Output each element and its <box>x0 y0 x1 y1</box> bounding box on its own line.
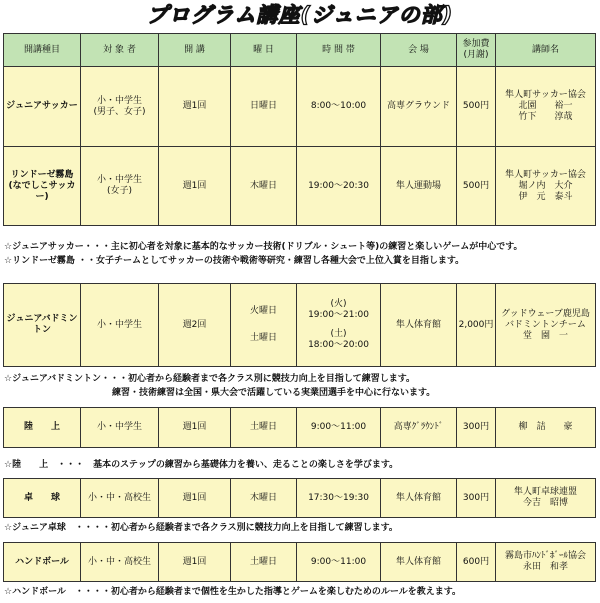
frequency-cell: 週1回 <box>159 479 231 518</box>
note-junior-badminton: ☆ジュニアバドミントン・・・初心者から経験者まで各クラス別に競技力向上を目指して練習します。 <box>4 374 416 384</box>
row-track <box>4 408 596 448</box>
time-cell: 8:00～10:00 <box>297 67 381 147</box>
header-time: 時 間 帯 <box>297 34 381 67</box>
target-cell: 小・中・高校生 <box>81 479 159 518</box>
instructor-cell <box>496 543 596 582</box>
time-line: 19:00～21:00 <box>308 310 369 320</box>
schedule-table-track <box>3 407 596 448</box>
frequency-cell: 週1回 <box>159 408 231 448</box>
target-cell: 小・中・高校生 <box>81 543 159 582</box>
day-cell: 木曜日 <box>231 147 297 226</box>
header-fee-monthly: (月謝) <box>463 50 489 60</box>
schedule-table-handball <box>3 542 596 582</box>
header-venue: 会 場 <box>381 34 457 67</box>
day-cell <box>231 284 297 367</box>
note-track: ☆陸 上 ・・・ 基本のステップの練習から基礎体力を養い、走ることの楽しさを学びます。 <box>4 460 399 470</box>
frequency-cell: 週1回 <box>159 147 231 226</box>
fee-cell: 300円 <box>457 479 496 518</box>
fee-cell: 500円 <box>457 67 496 147</box>
note-lindose-kirishima: ☆リンドーゼ霧島 ・・女子チームとしてサッカーの技術や戦術等研究・練習し各種大会で上位入賞を目指します。 <box>4 256 465 266</box>
instructor-line: グッドウェーブ鹿児島 <box>501 308 590 319</box>
frequency-cell: 週2回 <box>159 284 231 367</box>
schedule-table-main <box>3 33 596 226</box>
note-junior-soccer: ☆ジュニアサッカー・・・主に初心者を対象に基本的なサッカー技術(ドリブル・シュート等)の練習と楽しいゲームが中心です。 <box>4 242 523 252</box>
day-cell: 土曜日 <box>231 408 297 448</box>
time-line: 18:00～20:00 <box>308 340 369 350</box>
fee-cell: 600円 <box>457 543 496 582</box>
instructor-line: 隼人町卓球連盟 <box>513 487 577 497</box>
schedule-table-badminton <box>3 283 596 367</box>
instructor-line: 隼人町サッカー協会 <box>505 169 586 180</box>
instructor-cell: 柳 詰 豪 <box>496 408 596 448</box>
instructor-line: バドミントンチーム <box>505 319 586 330</box>
frequency-cell: 週1回 <box>159 543 231 582</box>
header-instructor: 講師名 <box>496 34 596 67</box>
instructor-line: 隼人町サッカー協会 <box>505 90 586 100</box>
time-cell: 9:00～11:00 <box>297 408 381 448</box>
instructor-line: 堂 園 一 <box>522 330 568 341</box>
target-cell <box>81 147 159 226</box>
row-table-tennis <box>4 479 596 518</box>
instructor-line: 堀ノ内 大介 <box>518 180 573 191</box>
instructor-line: 永田 和孝 <box>522 562 568 572</box>
note-handball: ☆ハンドボール ・・・・初心者から経験者まで個性を生かした指導とゲームを楽しむためのルールを教えます。 <box>4 587 461 597</box>
row-junior-soccer <box>4 67 596 147</box>
venue-cell: 隼人運動場 <box>381 147 457 226</box>
time-cell: 9:00～11:00 <box>297 543 381 582</box>
day-cell: 土曜日 <box>231 543 297 582</box>
subject-cell: ジュニアバドミントン <box>4 284 81 367</box>
target-line: (男子、女子) <box>93 106 146 117</box>
subject-cell: ジュニアサッカー <box>4 67 81 147</box>
fee-cell: 300円 <box>457 408 496 448</box>
note-table-tennis: ☆ジュニア卓球 ・・・・初心者から経験者まで各クラス別に競技力向上を目指して練習します。 <box>4 523 398 533</box>
instructor-line: 今吉 昭博 <box>522 498 568 508</box>
time-line: (火) <box>330 299 347 309</box>
instructor-cell <box>496 67 596 147</box>
time-cell: 17:30～19:30 <box>297 479 381 518</box>
venue-cell: 隼人体育館 <box>381 284 457 367</box>
time-cell: 19:00～20:30 <box>297 147 381 226</box>
row-junior-badminton <box>4 284 596 367</box>
header-fee-label: 参加費 <box>462 39 490 49</box>
day-line: 火曜日 <box>249 306 277 316</box>
target-cell: 小・中学生 <box>81 408 159 448</box>
venue-cell: 高専グラウンド <box>381 67 457 147</box>
note-junior-badminton-detail: 練習・技術練習は全国・県大会で活躍している実業団選手を中心に行ないます。 <box>112 388 436 398</box>
subject-cell <box>4 147 81 226</box>
day-cell: 日曜日 <box>231 67 297 147</box>
instructor-line: 北園 裕一 <box>518 101 573 111</box>
subject-cell: 卓 球 <box>4 479 81 518</box>
target-line: 小・中学生 <box>96 175 142 185</box>
instructor-cell <box>496 479 596 518</box>
row-handball <box>4 543 596 582</box>
frequency-cell: 週1回 <box>159 67 231 147</box>
instructor-cell <box>496 147 596 226</box>
target-cell <box>81 67 159 147</box>
subject-line: リンドーゼ霧島 <box>10 169 74 180</box>
header-frequency: 開 講 <box>159 34 231 67</box>
day-cell: 木曜日 <box>231 479 297 518</box>
header-target: 対 象 者 <box>81 34 159 67</box>
instructor-line: 伊 元 泰斗 <box>518 191 573 202</box>
page-title: プログラム講座(ジュニアの部) <box>146 3 454 27</box>
target-line: (女子) <box>106 186 133 196</box>
schedule-table-tabletennis <box>3 478 596 518</box>
header-day: 曜 日 <box>231 34 297 67</box>
spacer <box>231 325 296 333</box>
target-line: 小・中学生 <box>96 95 142 106</box>
subject-cell: ハンドボール <box>4 543 81 582</box>
instructor-line: 霧島市ﾊﾝﾄﾞﾎﾞｰﾙ協会 <box>504 551 586 561</box>
subject-line: (なでしこサッカー) <box>8 180 76 202</box>
target-cell: 小・中学生 <box>81 284 159 367</box>
spacer <box>231 317 296 325</box>
row-lindose-kirishima <box>4 147 596 226</box>
fee-cell: 2,000円 <box>457 284 496 367</box>
instructor-line: 竹下 淳哉 <box>518 112 573 122</box>
venue-cell: 隼人体育館 <box>381 479 457 518</box>
header-subject: 開講種目 <box>4 34 81 67</box>
day-line: 土曜日 <box>249 333 277 343</box>
spacer <box>297 321 380 329</box>
fee-cell: 500円 <box>457 147 496 226</box>
header-row <box>4 34 596 67</box>
instructor-cell <box>496 284 596 367</box>
time-cell <box>297 284 381 367</box>
time-line: (土) <box>330 329 347 339</box>
venue-cell: 隼人体育館 <box>381 543 457 582</box>
header-fee <box>457 34 496 67</box>
venue-cell: 高専ｸﾞﾗｳﾝﾄﾞ <box>381 408 457 448</box>
subject-cell: 陸 上 <box>4 408 81 448</box>
